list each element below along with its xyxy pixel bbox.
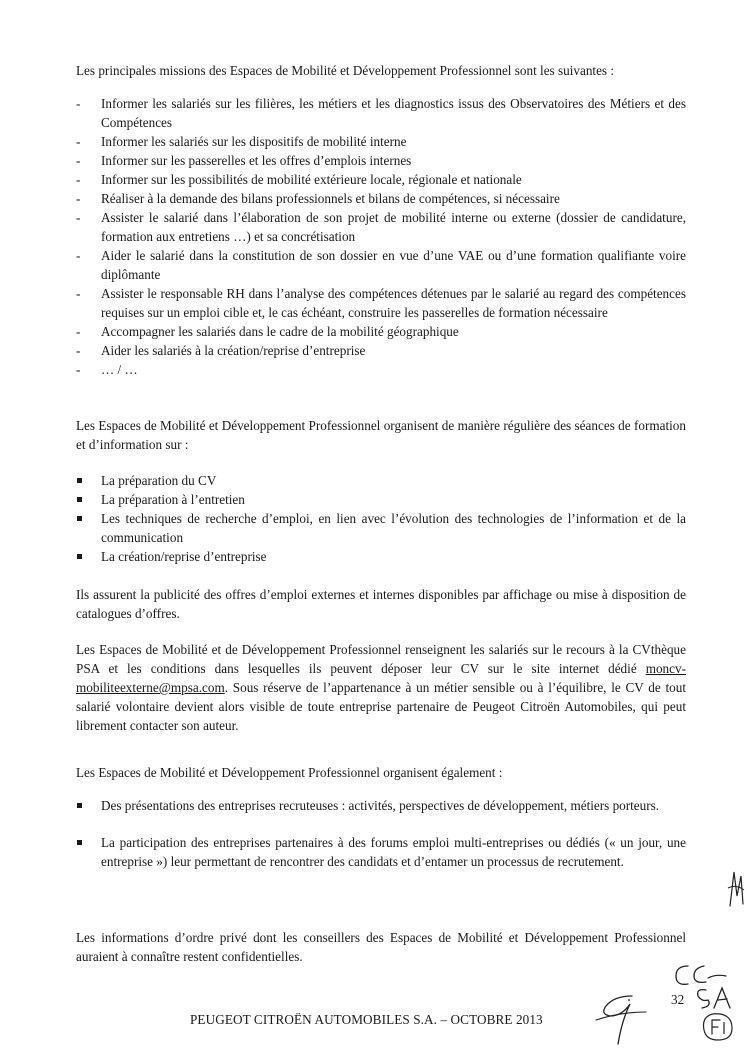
list-item: Des présentations des entreprises recruteuses : activités, perspectives de développement, métiers porteurs. (76, 796, 686, 815)
also-intro: Les Espaces de Mobilité et Développement Professionnel organisent également : (76, 765, 503, 780)
square-bullet (77, 803, 82, 808)
publicity-paragraph: Ils assurent la publicité des offres d’emploi externes et internes disponibles par affichage ou mise à disposition de catalogues d’offres. (76, 587, 686, 621)
list-item: La préparation du CV (76, 471, 686, 490)
training-intro: Les Espaces de Mobilité et Développement Professionnel organisent de manière régulière des séances de formation et d’information sur : (76, 418, 686, 452)
list-item: - Informer les salariés sur les filières, les métiers et les diagnostics issus des Observatoires des Métiers et des Compétences (76, 96, 686, 130)
list-item: - Informer sur les passerelles et les offres d’emplois internes (76, 153, 412, 168)
dash-bullet: - (76, 210, 81, 225)
square-bullet (77, 840, 82, 845)
dash-bullet: - (76, 324, 81, 339)
list-item: La préparation à l’entretien (76, 490, 686, 509)
list-item: La participation des entreprises partenaires à des forums emploi multi-entreprises ou dédiés (« un jour, une entreprise ») leur permettant de rencontrer des candidats et d’entamer un processus de recrutement. (76, 833, 686, 871)
dash-bullet: - (76, 134, 81, 149)
list-item: - Informer les salariés sur les dispositifs de mobilité interne (76, 134, 407, 149)
footer-text: PEUGEOT CITROËN AUTOMOBILES S.A. – OCTOBRE 2013 (190, 1012, 543, 1027)
privacy-paragraph: Les informations d’ordre privé dont les conseillers des Espaces de Mobilité et Développement Professionnel auraient à connaître restent confidentielles. (76, 930, 686, 964)
square-bullet (77, 478, 82, 483)
list-item: - Assister le salarié dans l’élaboration de son projet de mobilité interne ou externe (dossier de candidature, formation aux entretiens …) et sa concrétisation (76, 210, 686, 244)
dash-bullet: - (76, 248, 81, 263)
dash-bullet: - (76, 172, 81, 187)
dash-bullet: - (76, 362, 81, 377)
training-list (76, 471, 686, 566)
list-item: Les techniques de recherche d’emploi, en lien avec l’évolution des technologies de l’information et de la communication (76, 509, 686, 547)
list-item: - Réaliser à la demande des bilans professionnels et bilans de compétences, si nécessaire (76, 191, 560, 206)
dash-bullet: - (76, 191, 81, 206)
handwritten-signature-icon (592, 990, 650, 1048)
dash-bullet: - (76, 96, 81, 111)
missions-intro: Les principales missions des Espaces de Mobilité et Développement Professionnel sont les suivantes : (76, 63, 615, 78)
cvtheque-paragraph: Les Espaces de Mobilité et de Développement Professionnel renseignent les salariés sur le recours à la CVthèque PSA et les conditions dans lesquelles ils peuvent déposer leur CV sur le site internet dédié moncv-mobiliteexterne@mpsa.com. Sous réserve de l’appartenance à un métier sensible ou à l’équilibre, le CV de tout salarié volontaire devient alors visible de toute entreprise partenaire de Peugeot Citroën Automobiles, qui peut librement contacter son auteur. (76, 642, 686, 733)
list-item: - Accompagner les salariés dans le cadre de la mobilité géographique (76, 324, 459, 339)
handwritten-initials-sa-icon (692, 984, 740, 1012)
list-item: - Informer sur les possibilités de mobilité extérieure locale, régionale et nationale (76, 172, 522, 187)
page-number: 32 (671, 992, 685, 1007)
square-bullet (77, 554, 82, 559)
square-bullet (77, 497, 82, 502)
list-item: La création/reprise d’entreprise (76, 547, 686, 566)
square-bullet (77, 516, 82, 521)
cvtheque-link[interactable]: moncv-mobiliteexterne@mpsa.com (76, 661, 686, 695)
dash-bullet: - (76, 286, 81, 301)
list-item: - Assister le responsable RH dans l’analyse des compétences détenues par le salarié au regard des compétences requises sur un emploi cible et, le cas échéant, construire les passerelles de formation nécessaire (76, 286, 686, 320)
handwritten-initials-fo-icon (698, 1010, 738, 1044)
dash-bullet: - (76, 153, 81, 168)
list-item: - Aider le salarié dans la constitution de son dossier en vue d’une VAE ou d’une formation qualifiante voire diplômante (76, 248, 686, 282)
dash-bullet: - (76, 343, 81, 358)
list-item: - … / … (76, 362, 138, 377)
initial-mark-icon (726, 866, 746, 908)
also-list (76, 796, 686, 871)
list-item: - Aider les salariés à la création/reprise d’entreprise (76, 343, 366, 358)
missions-list (76, 94, 686, 379)
